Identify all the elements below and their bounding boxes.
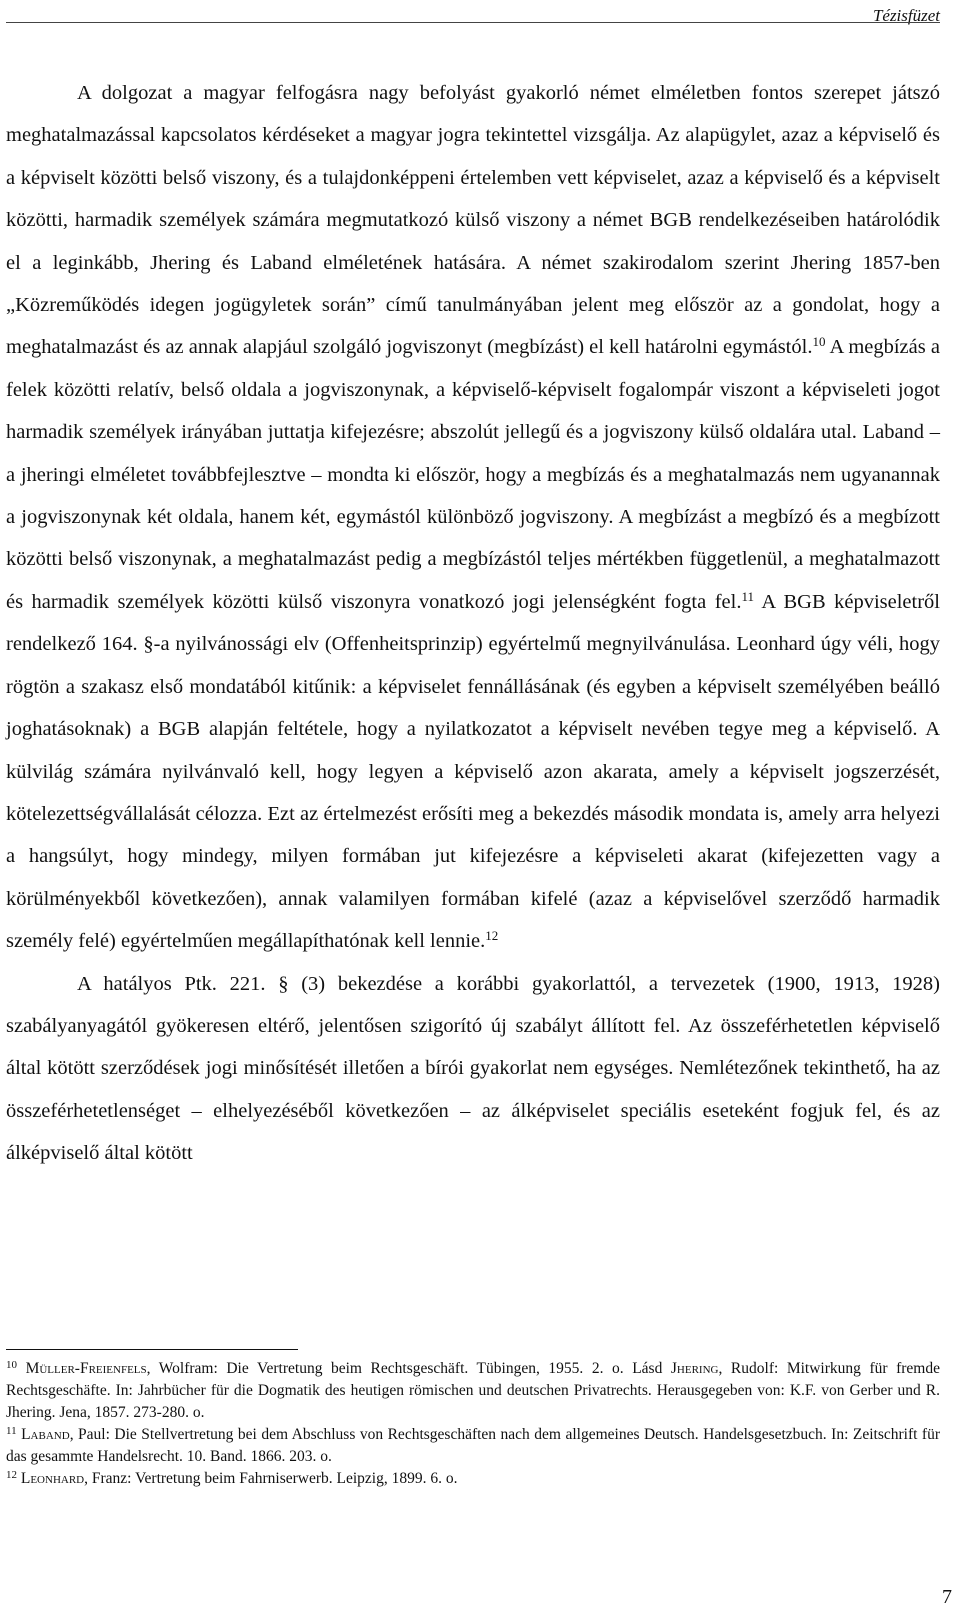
footnote-author: Müller-Freienfels	[25, 1360, 147, 1377]
paragraph-1-part-2: A megbízás a felek közötti relatív, belső oldala a jogviszonynak, a képviselő-képviselt fogalompár viszont a képviseleti jogot harmadik személyek irányában juttatja kifejezésre; abszolút jellegű és a jogviszony külső oldalára utal. Laband – a jheringi elméletet továbbfejlesztve – mondta ki először, hogy a megbízás és a meghatalmazás nem ugyanannak a jogviszonynak két oldala, hanem két, egymástól különböző jogviszony. A megbízást a megbízó és a megbízott közötti belső viszonynak, a meghatalmazást pedig a megbízástól teljes mértékben függetlenül, a meghatalmazott és harmadik személyek közötti külső viszonyra vonatkozó jogi jelenségként fogta fel.	[6, 336, 940, 613]
footnote-ref-12[interactable]: 12	[485, 928, 499, 944]
footnote-text: , Rudolf: Mitwirkung für fremde Rechtsgeschäfte. In: Jahrbücher für die Dogmatik des heutigen römischen und deutschen Privatrechts. Herausgegeben von: K.F. von Gerber und R. Jhering. Jena, 1857. 273-280. o.	[6, 1360, 940, 1421]
running-header: Tézisfüzet	[872, 6, 940, 25]
main-text	[6, 72, 940, 1175]
header-rule	[6, 22, 940, 23]
footnote-number: 10	[6, 1359, 17, 1371]
paragraph-2: A hatályos Ptk. 221. § (3) bekezdése a korábbi gyakorlattól, a tervezetek (1900, 1913, 1928) szabályanyagától gyökeresen eltérő, jelentősen szigorító új szabályt állított fel. Az összeférhetetlen képviselő által kötött szerződések jogi minősítését illetően a bírói gyakorlat nem egységes. Nemlétezőnek tekinthető, ha az összeférhetetlenséget – elhelyezéséből következően – az álképviselet speciális eseteként fogjuk fel, és az álképviselő által kötött	[6, 972, 940, 1165]
footnote-ref-11[interactable]: 11	[741, 588, 754, 604]
page-number: 7	[942, 1586, 952, 1608]
footnote-12	[6, 1468, 940, 1490]
footnote-number: 11	[6, 1425, 17, 1437]
footnote-text: , Wolfram: Die Vertretung beim Rechtsgeschäft. Tübingen, 1955. 2. o. Lásd	[146, 1360, 671, 1377]
footnotes	[6, 1358, 940, 1490]
footnote-author: Leonhard	[20, 1470, 85, 1487]
paragraph-1	[6, 72, 940, 963]
paragraph-1-part-3: A BGB képviseletről rendelkező 164. §-a nyilvánossági elv (Offenheitsprinzip) egyértelmű megnyilvánulása. Leonhard úgy véli, hogy rögtön a szakasz első mondatából kitűnik: a képviselet fennállásának (és egyben a képviselt személyében beálló joghatásoknak) a BGB alapján feltétele, hogy a nyilatkozatot a képviselt nevében tegye meg a képviselő. A külvilág számára nyilvánvaló kell, hogy legyen a képviselő azon akarata, amely a képviselt jogszerzését, kötelezettségvállalását célozza. Ezt az értelmezést erősíti meg a bekezdés második mondata is, amely arra helyezi a hangsúlyt, hogy mindegy, milyen formában jut kifejezésre a képviseleti akarat (kifejezetten vagy a körülményekből következően), annak valamilyen formában kifelé (azaz a képviselővel szerződő harmadik személy felé) egyértelműen megállapíthatónak kell lennie.	[6, 590, 940, 953]
footnote-author: Laband	[21, 1426, 70, 1443]
paragraph-1-part-1: A dolgozat a magyar felfogásra nagy befolyást gyakorló német elméletben fontos szerepet játszó meghatalmazással kapcsolatos kérdéseket a magyar jogra tekintettel vizsgálja. Az alapügylet, azaz a képviselő és a képviselt közötti belső viszony, és a tulajdonképpeni értelemben vett képviselet, azaz a képviselő és a képviselt közötti, harmadik személyek számára megmutatkozó külső viszony a német BGB rendelkezéseiben határolódik el a leginkább, Jhering és Laband elméletének hatására. A német szakirodalom szerint Jhering 1857-ben „Közreműködés idegen jogügyletek során” című tanulmányában jelent meg először az a gondolat, hogy a meghatalmazást és az annak alapjául szolgáló jogviszonyt (megbízást) el kell határolni egymástól.	[6, 82, 940, 359]
footnote-text: , Franz: Vertretung beim Fahrniserwerb. Leipzig, 1899. 6. o.	[84, 1470, 458, 1487]
footnote-ref-10[interactable]: 10	[812, 334, 826, 350]
footnote-author: Jhering	[670, 1360, 719, 1377]
footnote-separator	[6, 1349, 298, 1350]
footnote-11	[6, 1424, 940, 1468]
footnote-10	[6, 1358, 940, 1424]
footnote-text: , Paul: Die Stellvertretung bei dem Abschluss von Rechtsgeschäften nach dem allgemeines Deutsch. Handelsgesetzbuch. In: Zeitschrift für das gesammte Handelsrecht. 10. Band. 1866. 203. o.	[6, 1426, 940, 1465]
footnote-number: 12	[6, 1469, 17, 1481]
